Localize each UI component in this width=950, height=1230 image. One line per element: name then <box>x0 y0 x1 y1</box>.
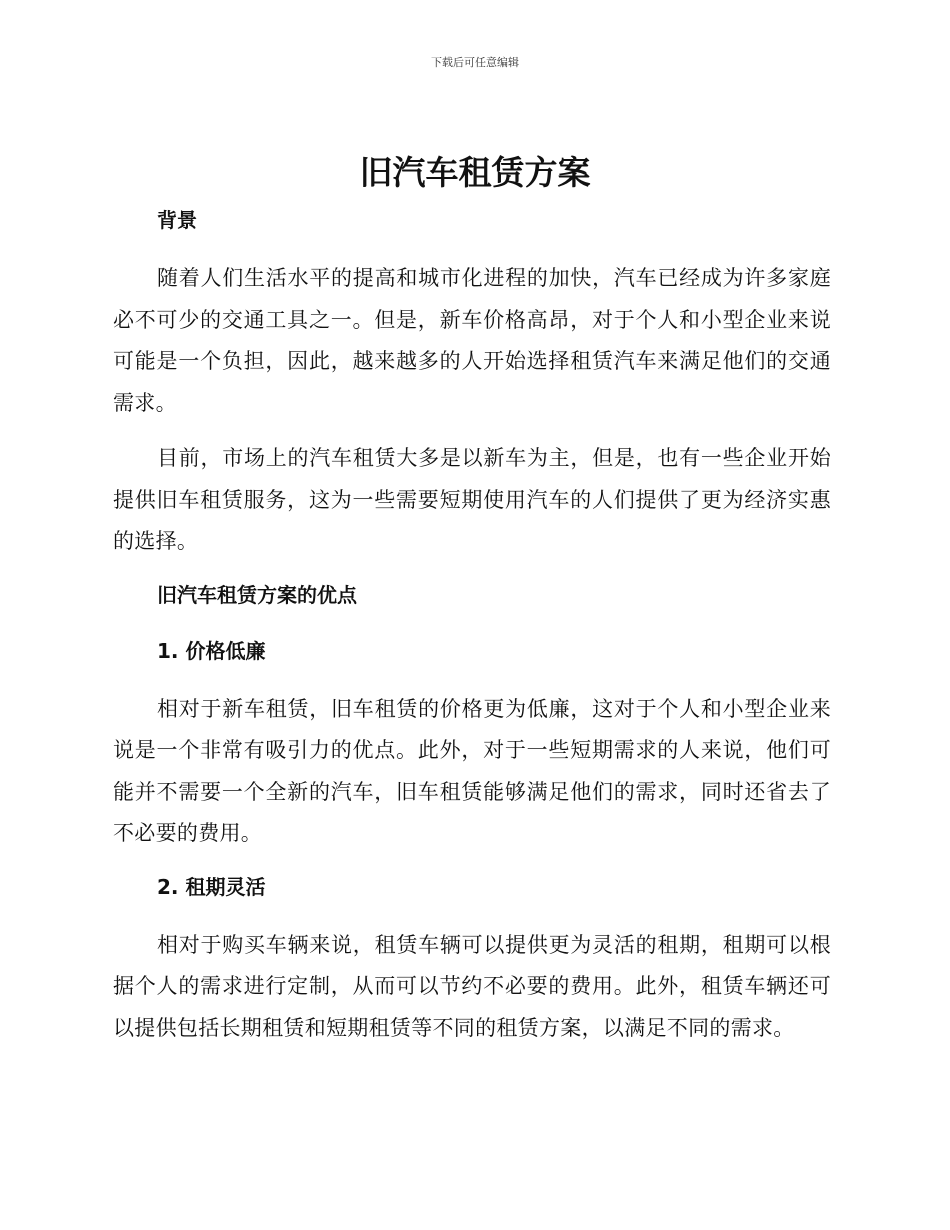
advantage-heading-flexible-term: 2. 租期灵活 <box>157 874 266 899</box>
background-paragraph-2: 目前，市场上的汽车租赁大多是以新车为主，但是，也有一些企业开始提供旧车租赁服务，这为一些需要短期使用汽车的人们提供了更为经济实惠的选择。 <box>113 446 831 553</box>
section-heading-advantages: 旧汽车租赁方案的优点 <box>157 582 357 607</box>
document-title: 旧汽车租赁方案 <box>359 153 591 192</box>
section-heading-background: 背景 <box>157 208 197 232</box>
advantage-paragraph-flexible-term: 相对于购买车辆来说，租赁车辆可以提供更为灵活的租期，租期可以根据个人的需求进行定制，从而可以节约不必要的费用。此外，租赁车辆还可以提供包括长期租赁和短期租赁等不同的租赁方案，以满足不同的需求。 <box>113 932 831 1040</box>
document-body <box>113 202 831 1063</box>
background-paragraph-1: 随着人们生活水平的提高和城市化进程的加快，汽车已经成为许多家庭必不可少的交通工具之一。但是，新车价格高昂，对于个人和小型企业来说可能是一个负担，因此，越来越多的人开始选择租赁汽车来满足他们的交通需求。 <box>113 266 831 415</box>
page-header: 下载后可任意编辑 <box>431 56 519 69</box>
advantage-paragraph-price: 相对于新车租赁，旧车租赁的价格更为低廉，这对于个人和小型企业来说是一个非常有吸引力的优点。此外，对于一些短期需求的人来说，他们可能并不需要一个全新的汽车，旧车租赁能够满足他们的需求，同时还省去了不必要的费用。 <box>113 696 831 845</box>
advantage-heading-price: 1. 价格低廉 <box>157 638 266 663</box>
